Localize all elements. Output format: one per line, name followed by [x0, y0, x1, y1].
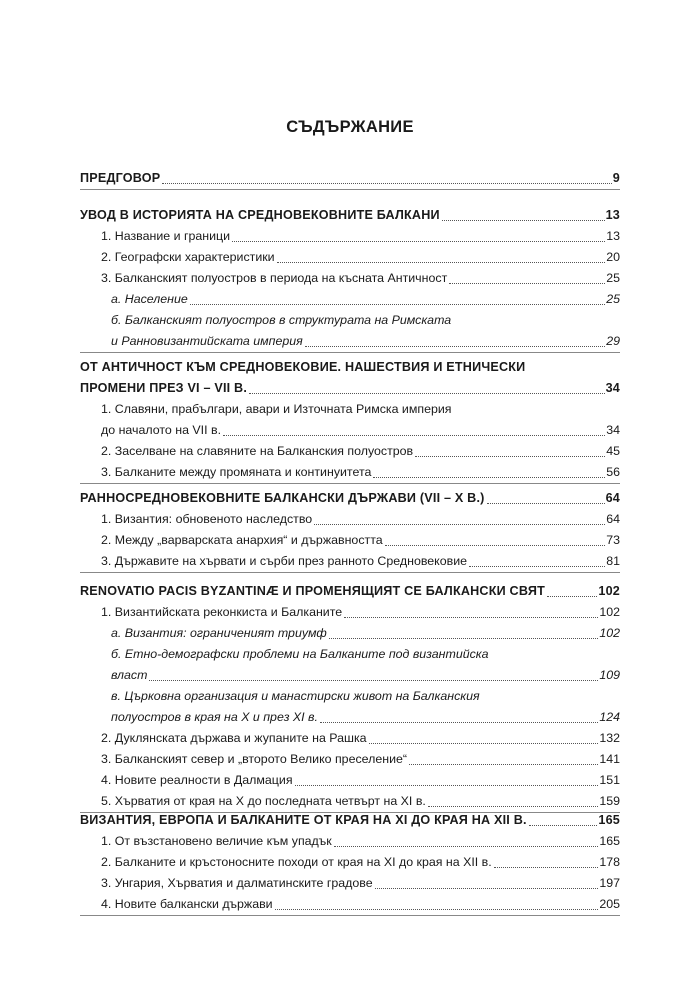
toc-entry-title: до началото на VII в.	[101, 423, 222, 437]
toc-entry-title: ПРЕДГОВОР	[80, 171, 161, 185]
toc-entry[interactable]	[80, 852, 620, 873]
toc-entry-title: УВОД В ИСТОРИЯТА НА СРЕДНОВЕКОВНИТЕ БАЛКАНИ	[80, 208, 440, 222]
toc-chapter-entry[interactable]	[80, 168, 620, 189]
toc-page-number: 141	[599, 752, 620, 766]
toc-entry[interactable]	[80, 873, 620, 894]
toc-entry-title: и Ранновизантийската империя	[111, 334, 303, 348]
toc-entry[interactable]	[80, 686, 620, 707]
toc-page-number: 109	[599, 668, 620, 682]
dot-leader	[320, 721, 598, 723]
toc-entry[interactable]	[80, 831, 620, 852]
toc-entry[interactable]	[80, 665, 620, 686]
toc-entry[interactable]	[80, 602, 620, 623]
toc-page-number: 165	[599, 834, 620, 848]
toc-section	[80, 168, 620, 190]
toc-chapter-entry[interactable]	[80, 378, 620, 399]
toc-entry[interactable]	[80, 331, 620, 352]
toc-chapter-entry[interactable]	[80, 205, 620, 226]
toc-page-number: 151	[599, 773, 620, 787]
toc-entry[interactable]	[80, 707, 620, 728]
toc-entry[interactable]	[80, 644, 620, 665]
toc-entry-title: 4. Новите балкански държави	[101, 897, 273, 911]
dot-leader	[487, 502, 605, 504]
dot-leader	[369, 742, 599, 744]
dot-leader	[529, 824, 598, 826]
toc-entry-title: а. Византия: ограниченият триумф	[111, 626, 327, 640]
toc-page-number: 73	[606, 533, 620, 547]
toc-page-number: 13	[605, 208, 620, 222]
toc-page-number: 20	[606, 250, 620, 264]
toc-entry-title: 3. Балканският север и „второто Велико преселение“	[101, 752, 408, 766]
toc-page-number: 56	[606, 465, 620, 479]
toc-entry[interactable]	[80, 791, 620, 812]
toc-entry-title: б. Етно-демографски проблеми на Балканите под византийска	[111, 647, 489, 661]
dot-leader	[305, 345, 605, 347]
toc-page-number: 81	[606, 554, 620, 568]
toc-entry[interactable]	[80, 749, 620, 770]
toc-entry[interactable]	[80, 770, 620, 791]
toc-page-number: 29	[606, 334, 620, 348]
toc-entry[interactable]	[80, 509, 620, 530]
toc-page-number: 102	[599, 626, 620, 640]
toc-section	[80, 488, 620, 573]
toc-page-number: 197	[599, 876, 620, 890]
toc-entry-title: а. Население	[111, 292, 188, 306]
toc-entry[interactable]	[80, 310, 620, 331]
dot-leader	[385, 544, 606, 546]
toc-entry[interactable]	[80, 420, 620, 441]
dot-leader	[275, 908, 599, 910]
dot-leader	[190, 303, 605, 305]
toc-entry-title: 4. Новите реалности в Далмация	[101, 773, 293, 787]
toc-entry-title: ПРОМЕНИ ПРЕЗ VI – VII В.	[80, 381, 248, 395]
dot-leader	[442, 219, 605, 221]
toc-entry[interactable]	[80, 551, 620, 572]
toc-page-number: 25	[606, 271, 620, 285]
toc-page-number: 102	[599, 605, 620, 619]
toc-entry[interactable]	[80, 894, 620, 915]
toc-entry-title: власт	[111, 668, 148, 682]
dot-leader	[449, 282, 605, 284]
dot-leader	[149, 679, 598, 681]
toc-page-number: 102	[598, 584, 620, 598]
toc-entry-title: 2. Заселване на славяните на Балканския полуостров	[101, 444, 414, 458]
toc-entry[interactable]	[80, 268, 620, 289]
toc-page-number: 25	[606, 292, 620, 306]
toc-chapter-entry[interactable]	[80, 488, 620, 509]
toc-entry-title: 3. Унгария, Хърватия и далматинските градове	[101, 876, 373, 890]
toc-entry[interactable]	[80, 226, 620, 247]
dot-leader	[428, 805, 598, 807]
toc-entry-title: б. Балканският полуостров в структурата на Римската	[111, 313, 452, 327]
toc-page-number: 64	[605, 491, 620, 505]
dot-leader	[373, 476, 605, 478]
dot-leader	[249, 392, 605, 394]
toc-entry-title: 2. Дуклянската държава и жупаните на Рашка	[101, 731, 367, 745]
toc-entry-title: RENOVATIO PACIS BYZANTINÆ И ПРОМЕНЯЩИЯТ СЕ БАЛКАНСКИ СВЯТ	[80, 584, 545, 598]
toc-entry[interactable]	[80, 623, 620, 644]
toc-entry[interactable]	[80, 728, 620, 749]
toc-entry-title: 2. Балканите и кръстоносните походи от края на XI до края на XII в.	[101, 855, 492, 869]
page-title: СЪДЪРЖАНИЕ	[286, 118, 414, 136]
dot-leader	[314, 523, 605, 525]
toc-entry-title: 2. Между „варварската анархия“ и държавността	[101, 533, 383, 547]
toc-entry-title: полуостров в края на X и през XI в.	[111, 710, 318, 724]
toc-entry-title: 3. Балканите между промяната и континуитета	[101, 465, 372, 479]
toc-entry-title: ВИЗАНТИЯ, ЕВРОПА И БАЛКАНИТЕ ОТ КРАЯ НА XI ДО КРАЯ НА XII В.	[80, 813, 527, 827]
toc-entry[interactable]	[80, 530, 620, 551]
toc-chapter-entry[interactable]	[80, 581, 620, 602]
toc-page-number: 205	[599, 897, 620, 911]
dot-leader	[494, 866, 599, 868]
toc-page-number: 124	[599, 710, 620, 724]
dot-leader	[547, 595, 597, 597]
toc-entry-title: 5. Хърватия от края на X до последната четвърт на XI в.	[101, 794, 426, 808]
toc-entry-title: 1. Славяни, прабългари, авари и Източната Римска империя	[101, 402, 452, 416]
dot-leader	[223, 434, 605, 436]
toc-chapter-entry[interactable]	[80, 810, 620, 831]
toc-entry-title: 1. Византия: обновеното наследство	[101, 512, 313, 526]
toc-page-number: 178	[599, 855, 620, 869]
toc-section	[80, 205, 620, 353]
toc-page-number: 45	[606, 444, 620, 458]
toc-entry-title: 2. Географски характеристики	[101, 250, 275, 264]
toc-page-number: 34	[605, 381, 620, 395]
dot-leader	[375, 887, 599, 889]
toc-entry[interactable]	[80, 289, 620, 310]
dot-leader	[162, 182, 611, 184]
dot-leader	[277, 261, 606, 263]
dot-leader	[329, 637, 599, 639]
toc-page-number: 132	[599, 731, 620, 745]
toc-entry[interactable]	[80, 441, 620, 462]
toc-entry[interactable]	[80, 399, 620, 420]
toc-page-number: 159	[599, 794, 620, 808]
dot-leader	[295, 784, 599, 786]
dot-leader	[409, 763, 598, 765]
toc-entry[interactable]	[80, 462, 620, 483]
toc-chapter-entry[interactable]	[80, 357, 620, 378]
toc-entry[interactable]	[80, 247, 620, 268]
toc-entry-title: 1. Название и граници	[101, 229, 231, 243]
toc-page-number: 64	[606, 512, 620, 526]
toc-page-number: 34	[606, 423, 620, 437]
toc-entry-title: в. Църковна организация и манастирски живот на Балканския	[111, 689, 480, 703]
toc-entry-title: 3. Държавите на хървати и сърби през ранното Средновековие	[101, 554, 468, 568]
toc-section	[80, 810, 620, 916]
dot-leader	[415, 455, 605, 457]
toc-page-number: 165	[598, 813, 620, 827]
dot-leader	[344, 616, 598, 618]
toc-entry-title: 3. Балканският полуостров в периода на късната Античност	[101, 271, 448, 285]
dot-leader	[232, 240, 605, 242]
toc-page-number: 13	[606, 229, 620, 243]
toc-entry-title: 1. Византийската реконкиста и Балканите	[101, 605, 343, 619]
toc-page-number: 9	[612, 171, 620, 185]
toc-section	[80, 581, 620, 813]
dot-leader	[469, 565, 605, 567]
toc-entry-title: РАННОСРЕДНОВЕКОВНИТЕ БАЛКАНСКИ ДЪРЖАВИ (VII – X В.)	[80, 491, 485, 505]
dot-leader	[334, 845, 599, 847]
toc-section	[80, 357, 620, 484]
toc-entry-title: 1. От възстановено величие към упадък	[101, 834, 332, 848]
toc-entry-title: ОТ АНТИЧНОСТ КЪМ СРЕДНОВЕКОВИЕ. НАШЕСТВИЯ И ЕТНИЧЕСКИ	[80, 360, 526, 374]
